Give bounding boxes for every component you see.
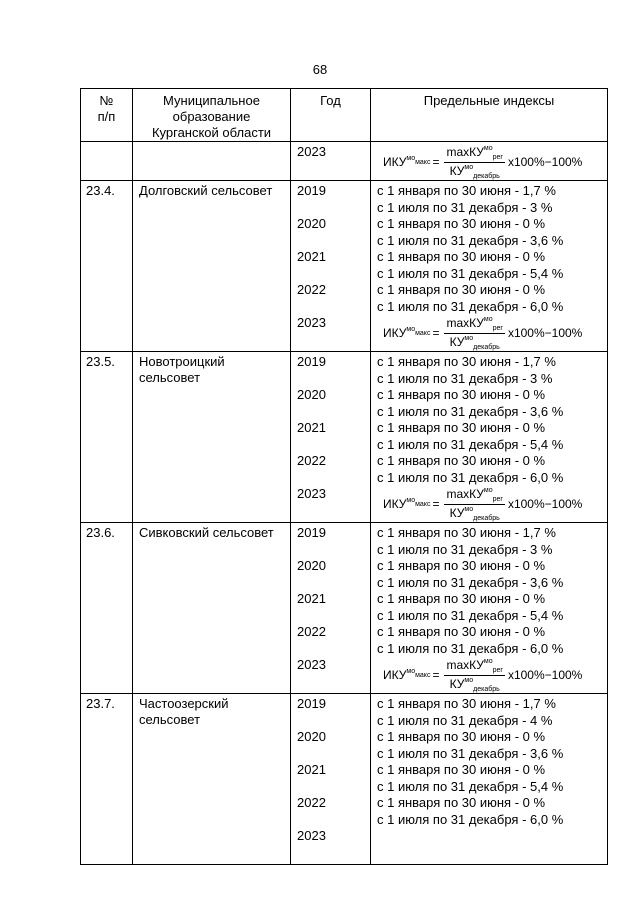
formula-lhs: $ИКУ^{мо}$ [383,326,416,340]
index-line: с 1 января по 30 июня - 0 % [377,795,546,810]
formula-fraction [444,658,504,693]
index-line: с 1 января по 30 июня - 0 % [377,558,546,573]
formula-tail: х100%−100% [507,326,583,340]
cell-num: 23.7. [81,694,133,865]
index-line: с 1 января по 30 июня - 0 % [377,591,546,606]
header-indices: Предельные индексы [371,89,608,142]
index-line: с 1 января по 30 июня - 0 % [377,387,546,402]
formula-denominator: $КУ^{мо}_{декабрь}$ [449,163,500,180]
index-line: с 1 июля по 31 декабря - 6,0 % [377,469,564,485]
table-row [81,694,608,865]
year-label: 2022 [297,624,326,639]
year-label: 2020 [297,387,326,402]
index-line: с 1 января по 30 июня - 0 % [377,282,546,297]
index-line: с 1 января по 30 июня - 0 % [377,216,546,231]
year-label: 2020 [297,216,326,231]
index-line: с 1 января по 30 июня - 1,7 % [377,354,556,369]
formula [377,486,607,522]
cell-num: 23.4. [81,181,133,352]
header-year: Год [291,89,371,142]
index-line: с 1 июля по 31 декабря - 3,6 % [377,745,564,761]
formula-eq: = [432,668,440,682]
index-line: с 1 января по 30 июня - 1,7 % [377,525,556,540]
index-line: с 1 января по 30 июня - 0 % [377,624,546,639]
index-line: с 1 июля по 31 декабря - 6,0 % [377,811,564,827]
year-label: 2022 [297,453,326,468]
page-number: 68 [312,62,328,77]
formula [377,657,607,693]
index-line: с 1 июля по 31 декабря - 3 % [377,541,553,557]
formula [377,144,607,180]
formula-fraction [444,487,504,522]
year-label: 2019 [297,525,326,540]
formula-numerator: maxКУ$^{мо}_{рег}$ [446,144,503,161]
table-row [81,352,608,523]
index-line: с 1 января по 30 июня - 0 % [377,249,546,264]
index-line: с 1 июля по 31 декабря - 3,6 % [377,403,564,419]
cell-num [81,142,133,181]
index-line: с 1 января по 30 июня - 0 % [377,729,546,744]
index-line: с 1 июля по 31 декабря - 5,4 % [377,778,564,794]
table-row [81,181,608,352]
formula-fraction [444,145,504,180]
formula-eq: = [432,326,440,340]
year-label: 2019 [297,696,326,711]
cell-year [291,142,371,181]
cell-num: 23.5. [81,352,133,523]
year-label: 2023 [297,828,326,843]
header-municipality: Муниципальное образование Курганской области [133,89,291,142]
index-line: с 1 июля по 31 декабря - 5,4 % [377,436,564,452]
index-line: с 1 января по 30 июня - 0 % [377,762,546,777]
cell-num: 23.6. [81,523,133,694]
formula-eq: = [432,497,440,511]
formula-lhs-sub: макс [415,500,431,508]
cell-municipality: Сивковский сельсовет [133,523,291,694]
index-line: с 1 июля по 31 декабря - 6,0 % [377,640,564,656]
index-line: с 1 июля по 31 декабря - 3,6 % [377,232,564,248]
formula-tail: х100%−100% [507,497,583,511]
index-line: с 1 июля по 31 декабря - 5,4 % [377,607,564,623]
formula-lhs: $ИКУ^{мо}$ [383,668,416,682]
cell-indices [371,142,608,181]
table-header-row [81,89,608,142]
year-label: 2021 [297,249,326,264]
formula-numerator: maxКУ$^{мо}_{рег}$ [446,315,503,332]
table-row [81,523,608,694]
header-num: № п/п [81,89,133,142]
year-label: 2023 [297,144,326,159]
formula-fraction [444,316,504,351]
index-line: с 1 января по 30 июня - 1,7 % [377,183,556,198]
index-line: с 1 июля по 31 декабря - 3 % [377,199,553,215]
index-line: с 1 июля по 31 декабря - 3,6 % [377,574,564,590]
formula-denominator: $КУ^{мо}_{декабрь}$ [449,505,500,522]
cell-municipality: Долговский сельсовет [133,181,291,352]
indices-table [80,88,608,865]
year-label: 2020 [297,729,326,744]
formula-lhs: $ИКУ^{мо}$ [383,497,416,511]
formula-numerator: maxКУ$^{мо}_{рег}$ [446,486,503,503]
continuation-row [81,142,608,181]
year-label: 2023 [297,315,326,330]
year-label: 2021 [297,420,326,435]
year-label: 2023 [297,486,326,501]
index-line: с 1 июля по 31 декабря - 5,4 % [377,265,564,281]
index-line: с 1 января по 30 июня - 0 % [377,420,546,435]
index-line: с 1 января по 30 июня - 1,7 % [377,696,556,711]
cell-municipality [133,142,291,181]
index-line: с 1 июля по 31 декабря - 3 % [377,370,553,386]
year-label: 2019 [297,354,326,369]
cell-year [291,694,371,865]
cell-year [291,181,371,352]
cell-municipality: Частоозерский сельсовет [133,694,291,865]
index-line: с 1 июля по 31 декабря - 6,0 % [377,298,564,314]
year-label: 2021 [297,762,326,777]
formula-tail: х100%−100% [507,668,583,682]
cell-year [291,352,371,523]
index-line: с 1 января по 30 июня - 0 % [377,453,546,468]
cell-indices [371,523,608,694]
year-label: 2023 [297,657,326,672]
year-label: 2019 [297,183,326,198]
formula-lhs: $ИКУ^{мо}$ [383,155,416,169]
formula [377,315,607,351]
cell-year [291,523,371,694]
formula-numerator: maxКУ$^{мо}_{рег}$ [446,657,503,674]
formula-lhs-sub: макс [415,158,431,166]
year-label: 2022 [297,282,326,297]
formula-denominator: $КУ^{мо}_{декабрь}$ [449,334,500,351]
year-label: 2022 [297,795,326,810]
index-line: с 1 июля по 31 декабря - 4 % [377,712,553,728]
year-label: 2020 [297,558,326,573]
cell-indices [371,694,608,865]
year-label: 2021 [297,591,326,606]
cell-indices [371,181,608,352]
formula-denominator: $КУ^{мо}_{декабрь}$ [449,676,500,693]
cell-indices [371,352,608,523]
formula-lhs-sub: макс [415,671,431,679]
cell-municipality: Новотроицкий сельсовет [133,352,291,523]
formula-tail: х100%−100% [507,155,583,169]
formula-eq: = [432,155,440,169]
formula-lhs-sub: макс [415,329,431,337]
